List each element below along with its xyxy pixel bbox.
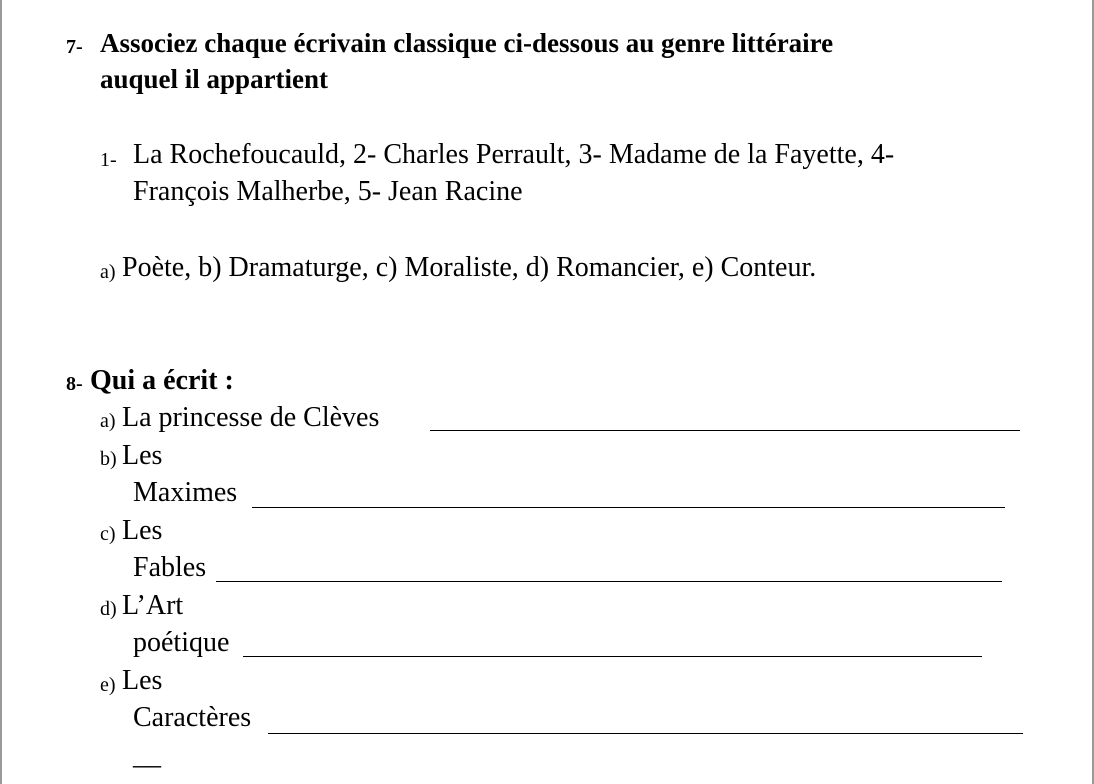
q8-item-b-letter: b) [100, 448, 117, 470]
q8-item-a-title: La princesse de Clèves [122, 402, 380, 433]
q7-authors-line1: La Rochefoucauld, 2- Charles Perrault, 3- Madame de la Fayette, 4- [133, 139, 895, 170]
q8-item-e-answer-line [268, 733, 1023, 734]
q8-item-b-title-line1: Les [122, 440, 163, 471]
q8-number: 8- [66, 373, 83, 395]
q8-item-e-title-line2: Caractères [133, 702, 252, 733]
q7-genres-text: Poète, b) Dramaturge, c) Moraliste, d) Romancier, e) Conteur. [122, 252, 817, 283]
q8-item-c-title-line1: Les [122, 515, 163, 546]
q8-item-c-title-line2: Fables [133, 552, 207, 583]
q8-item-d-title-line2: poétique [133, 627, 230, 658]
q8-item-d-letter: d) [100, 598, 117, 620]
q7-authors-line2: François Malherbe, 5- Jean Racine [133, 176, 523, 207]
q7-authors-number: 1- [100, 149, 117, 171]
q8-item-c-answer-line [216, 581, 1002, 582]
q7-genres-letter: a) [100, 261, 116, 283]
q8-trailing-dash: __ [133, 740, 161, 771]
q8-item-d-answer-line [243, 656, 982, 657]
q8-item-d-title-line1: L’Art [122, 590, 184, 621]
q8-item-e-letter: e) [100, 674, 116, 696]
q8-item-b-answer-line [252, 507, 1005, 508]
q8-title: Qui a écrit : [90, 365, 234, 396]
q8-item-b-title-line2: Maximes [133, 477, 238, 508]
q7-title-line2: auquel il appartient [100, 64, 329, 94]
q8-item-e-title-line1: Les [122, 665, 163, 696]
q8-item-a-letter: a) [100, 410, 116, 432]
q8-item-c-letter: c) [100, 523, 116, 545]
q7-title-line1: Associez chaque écrivain classique ci-dessous au genre littéraire [100, 28, 834, 58]
q7-number: 7- [66, 36, 83, 58]
q8-item-a-answer-line [430, 430, 1020, 431]
